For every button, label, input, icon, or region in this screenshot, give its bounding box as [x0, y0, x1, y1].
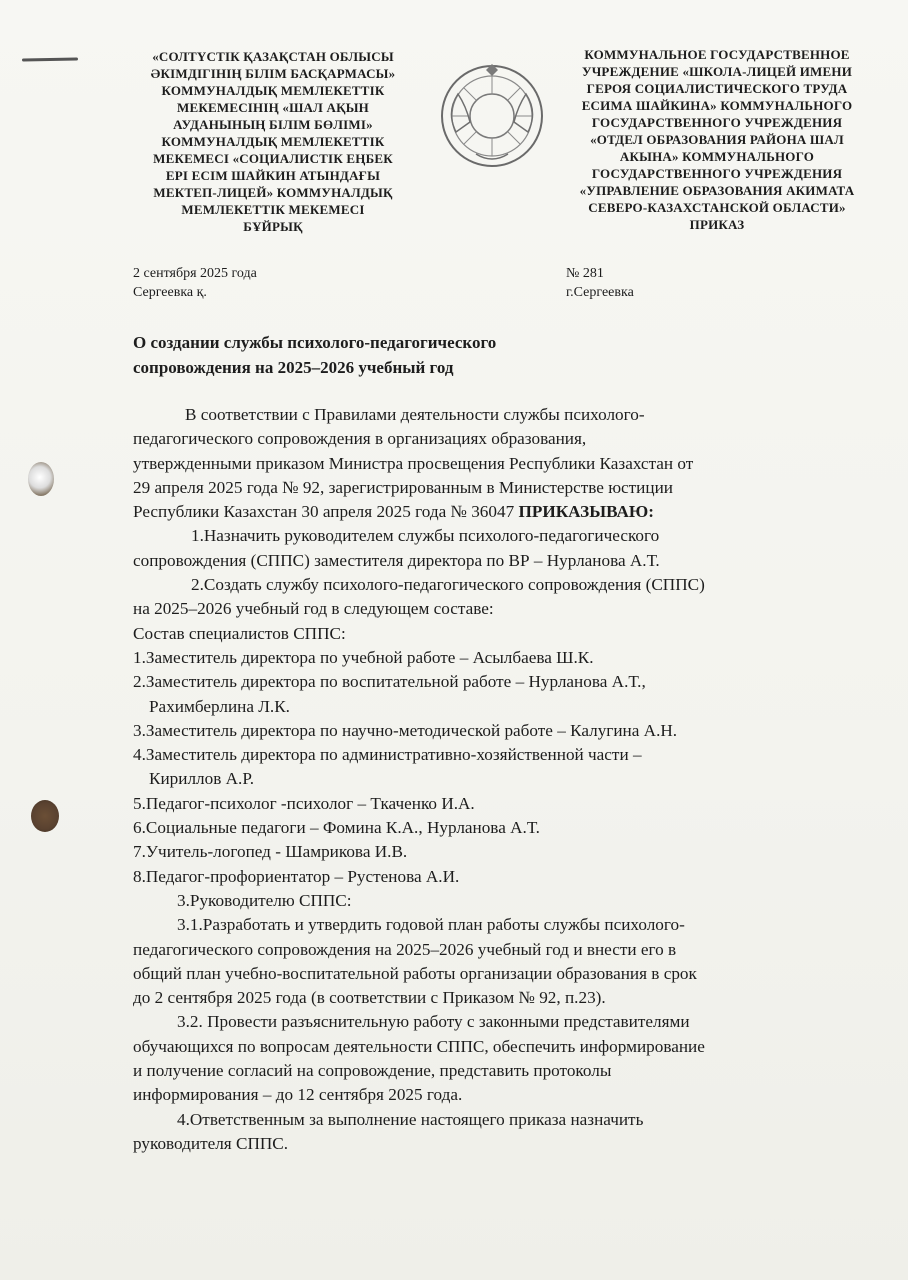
- punch-hole-top: [28, 462, 54, 496]
- member-item-continued: Кириллов А.Р.: [149, 769, 255, 789]
- header-kz-line: МЕКЕМЕСІНІҢ «ШАЛ АҚЫН: [177, 100, 369, 115]
- header-kz-line: ӘКІМДІГІНІҢ БІЛІМ БАСҚАРМАСЫ»: [150, 66, 396, 81]
- header-kz-line: АУДАНЫНЫҢ БІЛІМ БӨЛІМІ»: [173, 117, 373, 132]
- header-kz-line: КОММУНАЛДЫҚ МЕМЛЕКЕТТІК: [161, 134, 385, 149]
- number-block: [566, 264, 634, 302]
- date-block: [133, 264, 257, 302]
- item-3-1-line: общий план учебно-воспитательной работы организации образования в срок: [133, 963, 697, 983]
- place-kz: Сергеевка қ.: [133, 285, 207, 300]
- preamble-line: В соответствии с Правилами деятельности службы психолого-: [185, 405, 645, 424]
- order-keyword: ПРИКАЗЫВАЮ:: [518, 502, 654, 522]
- item-3-1-line: 3.1.Разработать и утвердить годовой план работы службы психолого-: [177, 915, 685, 935]
- header-ru-line: КОММУНАЛЬНОЕ ГОСУДАРСТВЕННОЕ: [584, 47, 850, 62]
- preamble-line: педагогического сопровождения в организациях образования,: [133, 429, 587, 449]
- header-ru-line: СЕВЕРО-КАЗАХСТАНСКОЙ ОБЛАСТИ»: [588, 200, 846, 215]
- item-1-line: 1.Назначить руководителем службы психолого-педагогического: [191, 526, 660, 546]
- header-russian: [558, 46, 876, 233]
- header-ru-line: ГЕРОЯ СОЦИАЛИСТИЧЕСКОГО ТРУДА: [586, 81, 848, 96]
- header-ru-line: ГОСУДАРСТВЕННОГО УЧРЕЖДЕНИЯ: [591, 115, 843, 130]
- member-item: 8.Педагог-профориентатор – Рустенова А.И.: [133, 866, 460, 886]
- member-item: 3.Заместитель директора по научно-методической работе – Калугина А.Н.: [133, 720, 678, 740]
- item-2-line: на 2025–2026 учебный год в следующем составе:: [133, 599, 494, 619]
- member-item: 7.Учитель-логопед - Шамрикова И.В.: [133, 842, 408, 862]
- title-line: сопровождения на 2025–2026 учебный год: [133, 358, 454, 377]
- header-kz-line: «СОЛТҮСТІК ҚАЗАҚСТАН ОБЛЫСЫ: [152, 49, 394, 64]
- punch-hole-bottom: [31, 800, 59, 832]
- item-3-2-line: обучающихся по вопросам деятельности СППС, обеспечить информирование: [133, 1036, 705, 1056]
- header-kz-line: МЕКТЕП-ЛИЦЕЙ» КОММУНАЛДЫҚ: [153, 185, 393, 200]
- order-date: 2 сентября 2025 года: [133, 266, 257, 281]
- state-emblem-icon: [436, 62, 548, 170]
- place-ru: г.Сергеевка: [566, 285, 634, 300]
- header-ru-line: ГОСУДАРСТВЕННОГО УЧРЕЖДЕНИЯ: [591, 166, 843, 181]
- item-3-1-line: до 2 сентября 2025 года (в соответствии с Приказом № 92, п.23).: [133, 988, 606, 1008]
- member-item: 2.Заместитель директора по воспитательной работе – Нурланова А.Т.,: [133, 672, 646, 692]
- header-ru-line: «ОТДЕЛ ОБРАЗОВАНИЯ РАЙОНА ШАЛ: [590, 132, 844, 147]
- document-body: [133, 403, 833, 1156]
- member-item: 1.Заместитель директора по учебной работе – Асылбаева Ш.К.: [133, 647, 594, 667]
- member-item: 5.Педагог-психолог -психолог – Ткаченко И.А.: [133, 793, 475, 813]
- item-4-line: 4.Ответственным за выполнение настоящего приказа назначить: [177, 1109, 644, 1129]
- header-kz-line: КОММУНАЛДЫҚ МЕМЛЕКЕТТІК: [161, 83, 385, 98]
- item-3-2-line: информирования – до 12 сентября 2025 года.: [133, 1085, 463, 1105]
- item-3-1-line: педагогического сопровождения на 2025–2026 учебный год и внести его в: [133, 939, 677, 959]
- header-ru-line: УЧРЕЖДЕНИЕ «ШКОЛА-ЛИЦЕЙ ИМЕНИ: [581, 64, 853, 79]
- preamble-text: Республики Казахстан 30 апреля 2025 года № 36047: [133, 502, 519, 522]
- order-word-kz: БҰЙРЫҚ: [243, 219, 303, 234]
- title-line: О создании службы психолого-педагогического: [133, 333, 497, 352]
- item-2-line: 2.Создать службу психолого-педагогического сопровождения (СППС): [191, 575, 705, 595]
- item-3-2-line: и получение согласий на сопровождение, представить протоколы: [133, 1061, 612, 1081]
- header-ru-line: «УПРАВЛЕНИЕ ОБРАЗОВАНИЯ АКИМАТА: [579, 183, 855, 198]
- composition-heading: Состав специалистов СППС:: [133, 623, 346, 643]
- member-item-continued: Рахимберлина Л.К.: [149, 696, 290, 716]
- preamble-line: [133, 500, 833, 524]
- header-kz-line: МЕКЕМЕСІ «СОЦИАЛИСТІК ЕҢБЕК: [153, 151, 393, 166]
- header-ru-line: АКЫНА» КОММУНАЛЬНОГО: [619, 149, 815, 164]
- order-word-ru: ПРИКАЗ: [689, 217, 745, 232]
- item-4-line: руководителя СППС.: [133, 1133, 289, 1153]
- preamble-line: 29 апреля 2025 года № 92, зарегистрированным в Министерстве юстиции: [133, 477, 673, 497]
- member-item: 4.Заместитель директора по административно-хозяйственной части –: [133, 745, 642, 765]
- header-ru-line: ЕСИМА ШАЙКИНА» КОММУНАЛЬНОГО: [581, 98, 853, 113]
- header-kz-line: ЕРІ ЕСІМ ШАЙКИН АТЫНДАҒЫ: [165, 168, 381, 183]
- order-number: № 281: [566, 266, 604, 281]
- staple-mark: [22, 58, 78, 62]
- item-3-2-line: 3.2. Провести разъяснительную работу с законными представителями: [177, 1012, 690, 1032]
- document-title: [133, 330, 693, 380]
- item-1-line: сопровождения (СППС) заместителя директора по ВР – Нурланова А.Т.: [133, 550, 660, 570]
- header-kazakh: [122, 48, 424, 235]
- member-item: 6.Социальные педагоги – Фомина К.А., Нурланова А.Т.: [133, 818, 540, 838]
- header-kz-line: МЕМЛЕКЕТТІК МЕКЕМЕСІ: [181, 202, 365, 217]
- preamble-line: утвержденными приказом Министра просвещения Республики Казахстан от: [133, 453, 694, 473]
- item-3-heading: 3.Руководителю СППС:: [177, 890, 352, 910]
